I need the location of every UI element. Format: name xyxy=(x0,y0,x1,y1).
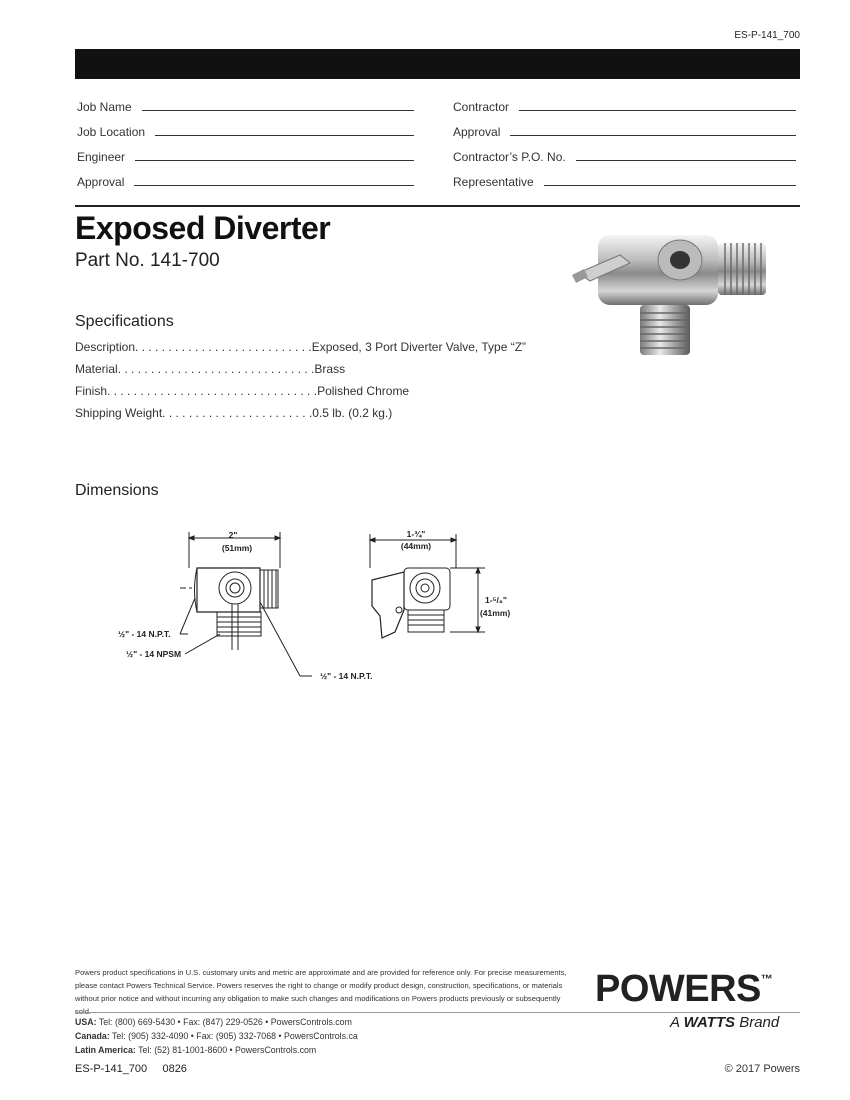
footer-doc-id: ES-P-141_700 0826 xyxy=(75,1063,187,1075)
part-number: Part No. 141-700 xyxy=(75,250,220,271)
dim-height-mm: (41mm) xyxy=(480,608,511,618)
dim-width-side: 1-¾" xyxy=(406,529,426,539)
dim-height: 1-⁵/₈" xyxy=(485,595,507,605)
dim-width-front-mm: (51mm) xyxy=(221,543,253,553)
dimension-drawing xyxy=(100,520,540,690)
field-label: Contractor xyxy=(453,100,510,114)
section-divider xyxy=(75,205,800,207)
contact-usa: USA: Tel: (800) 669-5430 • Fax: (847) 229-0526 • PowersControls.com xyxy=(75,1017,352,1027)
thread-label-npt-top: ½" - 14 N.P.T. xyxy=(118,629,171,639)
field-label: Approval xyxy=(77,175,125,189)
copyright: © 2017 Powers xyxy=(724,1063,800,1075)
field-label: Contractor’s P.O. No. xyxy=(453,150,566,164)
spec-label: Finish xyxy=(75,384,108,398)
thread-label-npsm: ½" - 14 NPSM xyxy=(126,649,182,659)
dimensions-heading: Dimensions xyxy=(75,482,159,499)
thread-label-npt-bottom: ½" - 14 N.P.T. xyxy=(320,671,373,681)
spec-leader: . . . . . . . . . . . . . . . . . . . . . . . . . . . xyxy=(135,340,312,354)
spec-leader: . . . . . . . . . . . . . . . . . . . . . . . . . . . . . . . . xyxy=(107,384,318,398)
dim-width-side-mm: (44mm) xyxy=(400,541,432,551)
spec-label: Description xyxy=(75,340,136,354)
product-title: Exposed Diverter xyxy=(75,210,331,246)
representative-field[interactable] xyxy=(453,175,796,189)
po-number-field[interactable] xyxy=(453,150,796,164)
contractor-approval-field[interactable] xyxy=(453,125,796,139)
job-location-field[interactable] xyxy=(77,125,414,139)
job-name-field[interactable] xyxy=(77,100,414,114)
contact-canada: Canada: Tel: (905) 332-4090 • Fax: (905) 332-7068 • PowersControls.ca xyxy=(75,1031,358,1041)
spec-label: Material xyxy=(75,362,118,376)
contact-latin-america: Latin America: Tel: (52) 81-1001-8600 • PowersControls.com xyxy=(75,1045,317,1055)
field-label: Approval xyxy=(453,125,501,139)
spec-value: Exposed, 3 Port Diverter Valve, Type “Z” xyxy=(311,340,527,354)
spec-row xyxy=(75,340,575,354)
contractor-field[interactable] xyxy=(453,100,796,114)
field-label: Job Name xyxy=(77,100,132,114)
spec-label: Shipping Weight xyxy=(75,406,163,420)
spec-value: 0.5 lb. (0.2 kg.) xyxy=(312,406,393,420)
product-photo xyxy=(570,225,780,365)
header-bar xyxy=(75,49,800,79)
spec-row xyxy=(75,406,575,420)
spec-row xyxy=(75,384,575,398)
dim-width-front: 2" xyxy=(228,530,238,540)
field-label: Representative xyxy=(453,175,534,189)
document-id: ES-P-141_700 xyxy=(734,30,800,41)
watts-brand: A WATTS Brand xyxy=(670,1014,780,1031)
engineer-field[interactable] xyxy=(77,150,414,164)
spec-value: Brass xyxy=(314,362,346,376)
spec-leader: . . . . . . . . . . . . . . . . . . . . . . . . . . . . . . xyxy=(117,362,315,376)
spec-value: Polished Chrome xyxy=(317,384,410,398)
field-label: Engineer xyxy=(77,150,126,164)
approval-field[interactable] xyxy=(77,175,414,189)
footer-divider xyxy=(75,1012,800,1013)
spec-leader: . . . . . . . . . . . . . . . . . . . . . . . xyxy=(162,406,313,420)
field-label: Job Location xyxy=(77,125,146,139)
disclaimer-text: Powers product specifications in U.S. customary units and metric are approximate and are provided for reference only. For precise measurements, please contact Powers Technical Service. Powers reserves the right to change or modify product design, construction, specifications, or materials without prior notice and without incurring any obligation to make such changes and modifications on Powers products previously or subsequently xyxy=(75,968,567,1003)
specifications-heading: Specifications xyxy=(75,313,174,330)
spec-row xyxy=(75,362,575,376)
powers-logo: POWERS™ xyxy=(595,968,773,1010)
